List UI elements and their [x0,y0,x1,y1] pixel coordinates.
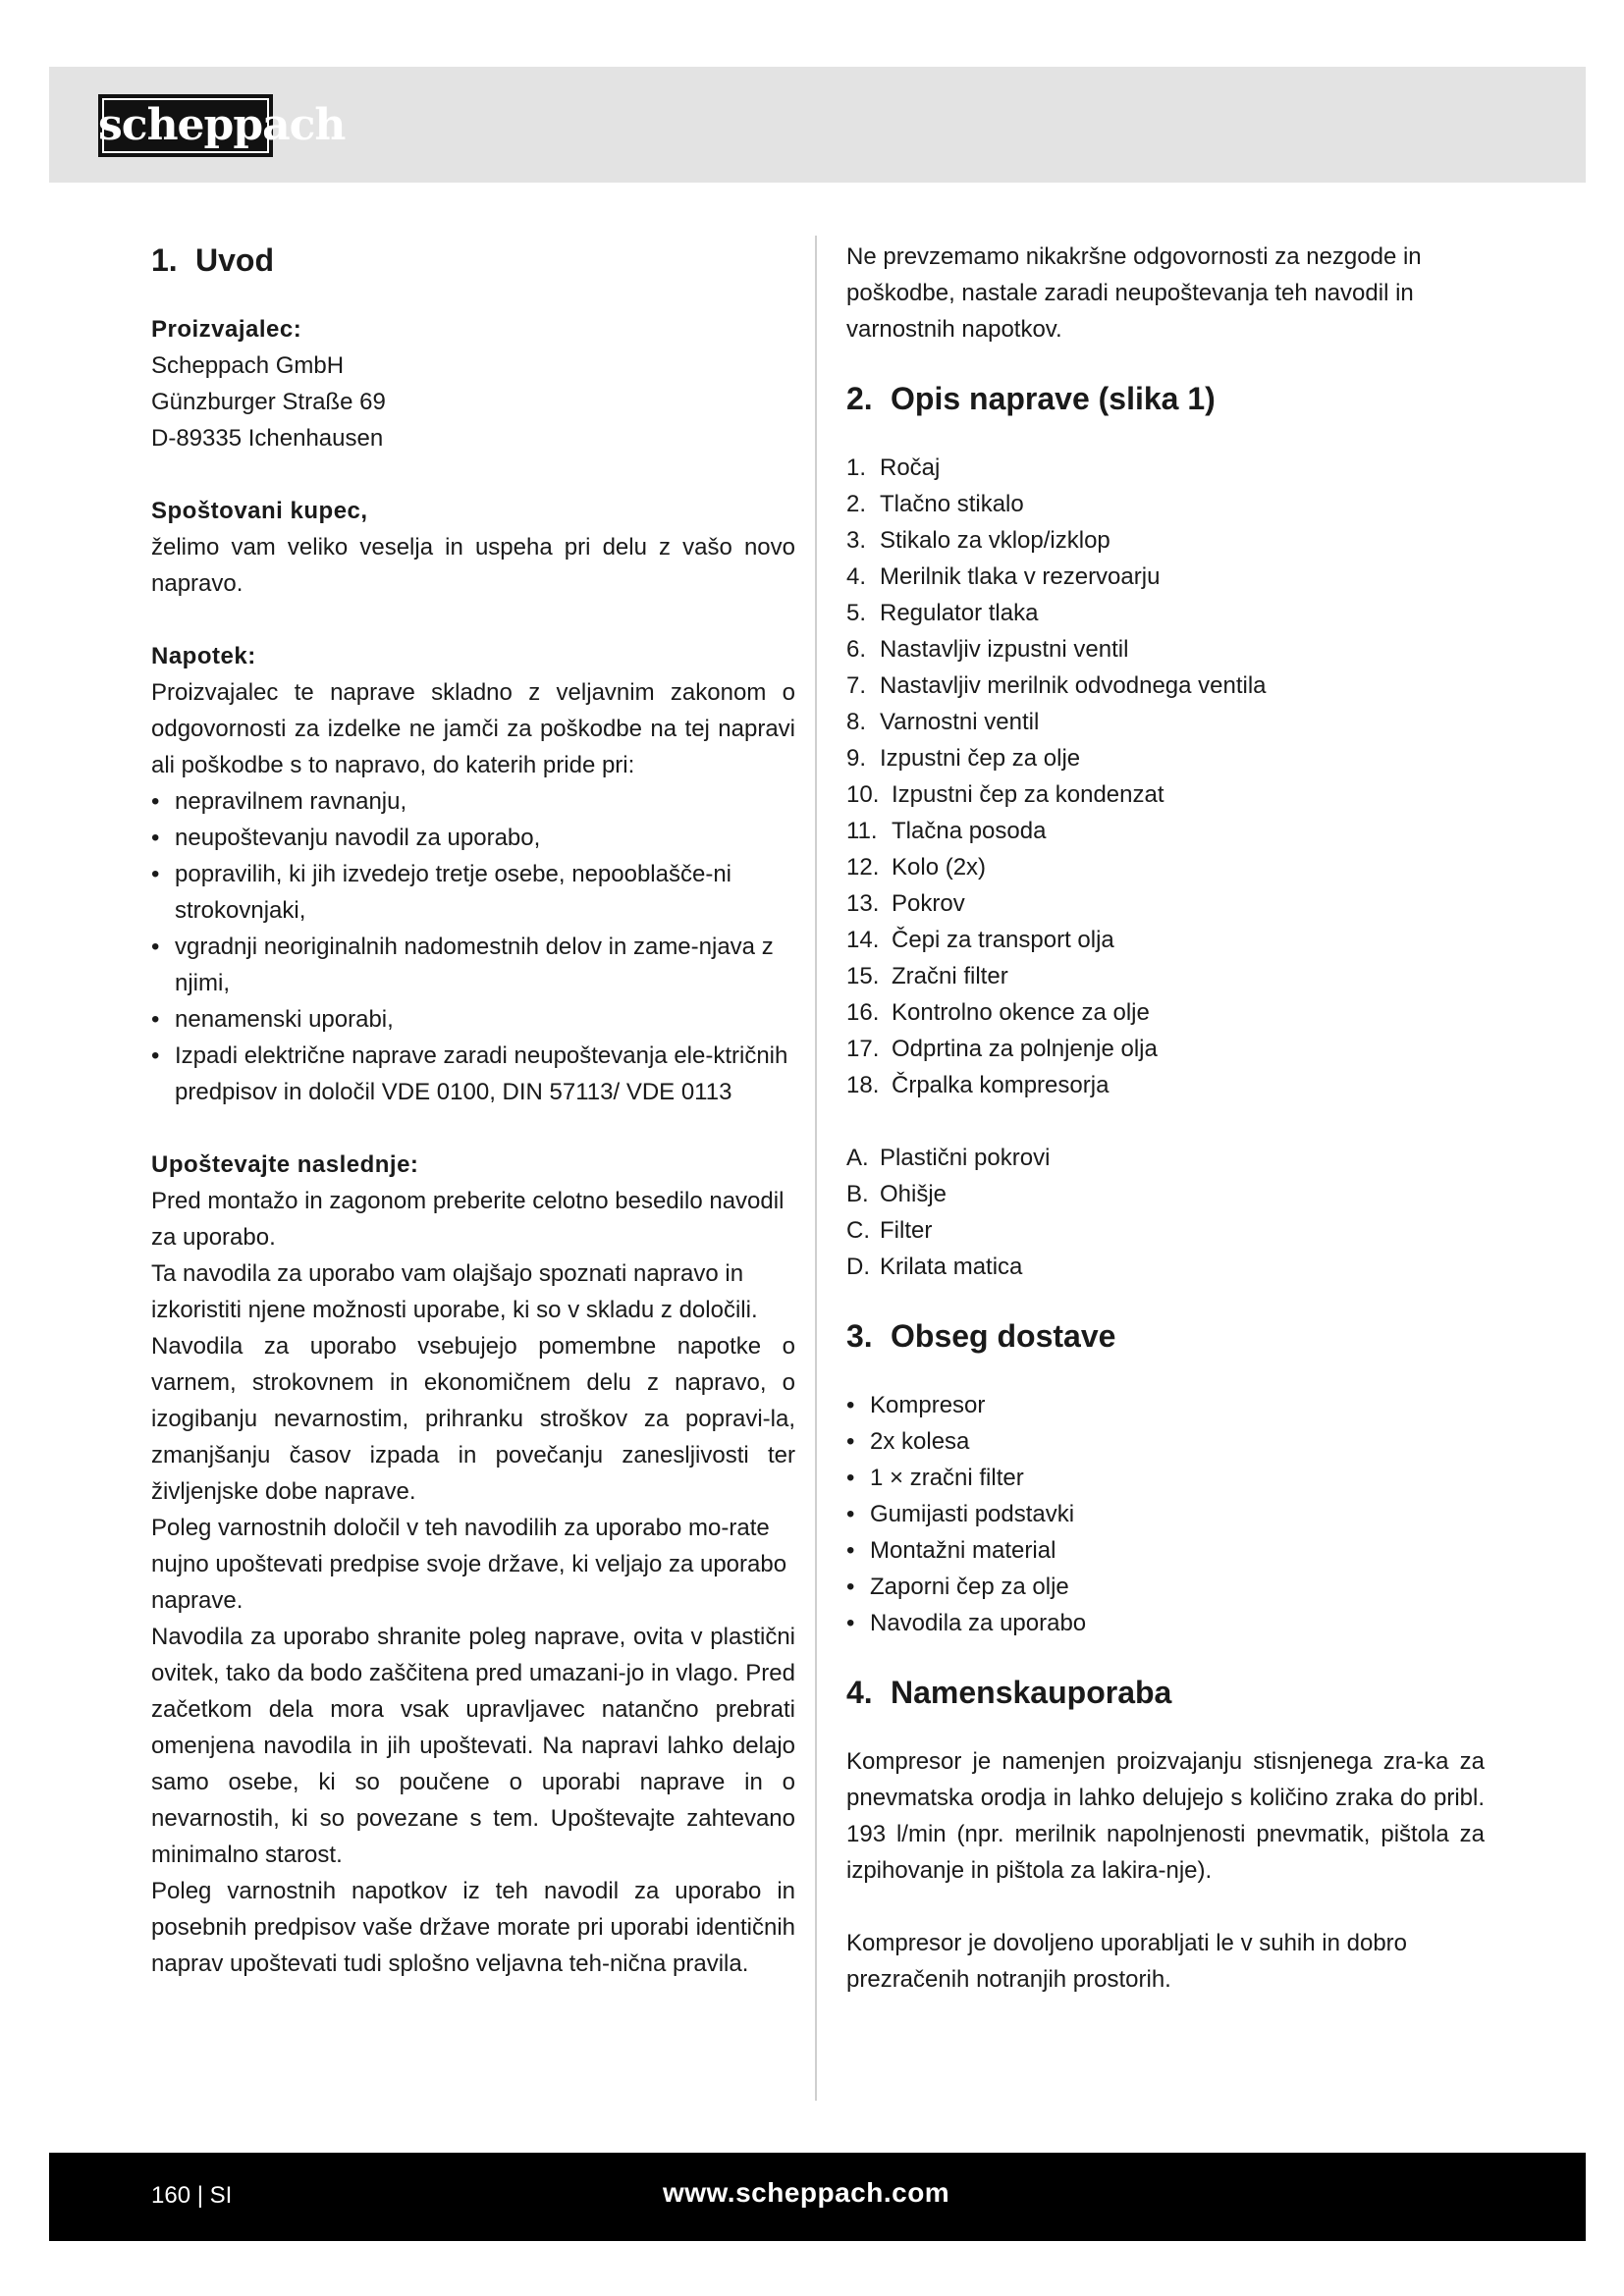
paragraph: Navodila za uporabo shranite poleg naprave, ovita v plastični ovitek, tako da bodo zaščitena pred umazani-jo in vlago. Pred začetkom dela mora vsak upravljavec natančno prebrati omenjena navodila in jih upoštevati. Na napravi lahko delajo samo osebe, ki so poučene o uporabi naprave in o nevarnostih, ki so povezane s tem. Upoštevajte zahtevano minimalno starost. [151,1624,795,1868]
customer-text: želimo vam veliko veselja in uspeha pri delu z vašo novo napravo. [151,534,795,597]
list-item: 12. Kolo (2x) [846,854,987,881]
list-item: • nepravilnem ravnanju, [151,783,795,820]
list-item: 4. Merilnik tlaka v rezervoarju [846,563,1161,590]
parts-list [846,450,1485,1103]
list-item: 6. Nastavljiv izpustni ventil [846,636,1129,663]
list-item: 18. Črpalka kompresorja [846,1072,1110,1098]
manufacturer-label: Proizvajalec: [151,316,302,343]
list-item: 15. Zračni filter [846,963,1008,989]
list-item: 11. Tlačna posoda [846,818,1047,844]
section-heading-description: 2. Opis naprave (slika 1) [846,381,1216,416]
paragraph: Navodila za uporabo vsebujejo pomembne napotke o varnem, strokovnem in ekonomičnem delu z napravo, o izogibanju nevarnostim, prihranku stroškov za popravi-la, zmanjšanju časov izpada in povečanju zanesljivosti ter življenjske dobe naprave. [151,1333,795,1505]
list-item: C. Filter [846,1217,933,1244]
list-item: 9. Izpustni čep za olje [846,745,1081,772]
list-item: 2. Tlačno stikalo [846,491,1024,517]
list-item: • Zaporni čep za olje [846,1569,1485,1605]
list-item: • 1 × zračni filter [846,1460,1485,1496]
list-item: 16. Kontrolno okence za olje [846,999,1150,1026]
list-item: • 2x kolesa [846,1423,1485,1460]
page-header [49,67,1586,183]
manufacturer-line: D-89335 Ichenhausen [151,425,384,452]
list-item: • Gumijasti podstavki [846,1496,1485,1532]
paragraph: Ta navodila za uporabo vam olajšajo spoznati napravo in izkoristiti njene možnosti uporabe, ki so v skladu z določili. [151,1260,758,1323]
scheppach-logo: scheppach [98,94,273,157]
list-item: B. Ohišje [846,1181,947,1207]
list-item: 8. Varnostni ventil [846,709,1040,735]
list-item: • vgradnji neoriginalnih nadomestnih delov in zame-njava z njimi, [151,929,795,1001]
list-item: 13. Pokrov [846,890,965,917]
page-footer [49,2153,1586,2241]
note-label: Napotek: [151,643,256,669]
list-item: • popravilih, ki jih izvedejo tretje osebe, nepooblašče-ni strokovnjaki, [151,856,795,929]
section-heading-intended-use: 4. Namenskauporaba [846,1675,1172,1710]
customer-label: Spoštovani kupec, [151,498,368,524]
manufacturer-line: Scheppach GmbH [151,352,345,379]
manufacturer-line: Günzburger Straße 69 [151,389,386,415]
delivery-list [846,1387,1485,1641]
list-item: 7. Nastavljiv merilnik odvodnega ventila [846,672,1267,699]
list-item: 14. Čepi za transport olja [846,927,1114,953]
letter-parts-list [846,1140,1485,1285]
list-item: 10. Izpustni čep za kondenzat [846,781,1164,808]
list-item: • Kompresor [846,1387,1485,1423]
website-link[interactable]: www.scheppach.com [663,2177,950,2208]
list-item: • neupoštevanju navodil za uporabo, [151,820,795,856]
list-item: 5. Regulator tlaka [846,600,1039,626]
disclaimer-text: Ne prevzemamo nikakršne odgovornosti za nezgode in poškodbe, nastale zaradi neupoštevanja teh navodil in varnostnih napotkov. [846,243,1422,343]
list-item: A. Plastični pokrovi [846,1145,1051,1171]
paragraph: Pred montažo in zagonom preberite celotno besedilo navodil za uporabo. [151,1188,785,1251]
list-item: 1. Ročaj [846,454,941,481]
list-item: • Navodila za uporabo [846,1605,1485,1641]
left-column [151,239,795,1982]
paragraph: Poleg varnostnih napotkov iz teh navodil za uporabo in posebnih predpisov vaše države morate pri uporabi identičnih naprav upoštevati tudi splošno veljavna teh-nična pravila. [151,1878,795,1977]
list-item: D. Krilata matica [846,1254,1023,1280]
intended-use-text: Kompresor je dovoljeno uporabljati le v suhih in dobro prezračenih notranjih prostorih. [846,1930,1408,1993]
list-item: 17. Odprtina za polnjenje olja [846,1036,1158,1062]
intended-use-text: Kompresor je namenjen proizvajanju stisnjenega zra-ka za pnevmatska orodja in lahko delujejo s količino zraka do pribl. 193 l/min (npr. merilnik napolnjenosti pnevmatik, pištola za izpihovanje in pištola za lakira-nje). [846,1748,1485,1884]
right-column [846,239,1485,1998]
note-text: Proizvajalec te naprave skladno z veljavnim zakonom o odgovornosti za izdelke ne jamči za poškodbe na tej napravi ali poškodbe s to napravo, do katerih pride pri: [151,679,795,778]
list-item: 3. Stikalo za vklop/izklop [846,527,1110,554]
column-divider [815,236,817,2101]
list-item: • nenamenski uporabi, [151,1001,795,1038]
section-heading-intro: 1. Uvod [151,242,274,278]
section-heading-delivery: 3. Obseg dostave [846,1318,1116,1354]
observe-label: Upoštevajte naslednje: [151,1151,419,1178]
note-list [151,783,795,1110]
page-number: 160 | SI [151,2182,233,2209]
list-item: • Montažni material [846,1532,1485,1569]
list-item: • Izpadi električne naprave zaradi neupoštevanja ele-ktričnih predpisov in določil VDE 0100, DIN 57113/ VDE 0113 [151,1038,795,1110]
paragraph: Poleg varnostnih določil v teh navodilih za uporabo mo-rate nujno upoštevati predpise svoje države, ki veljajo za uporabo naprave. [151,1515,787,1614]
